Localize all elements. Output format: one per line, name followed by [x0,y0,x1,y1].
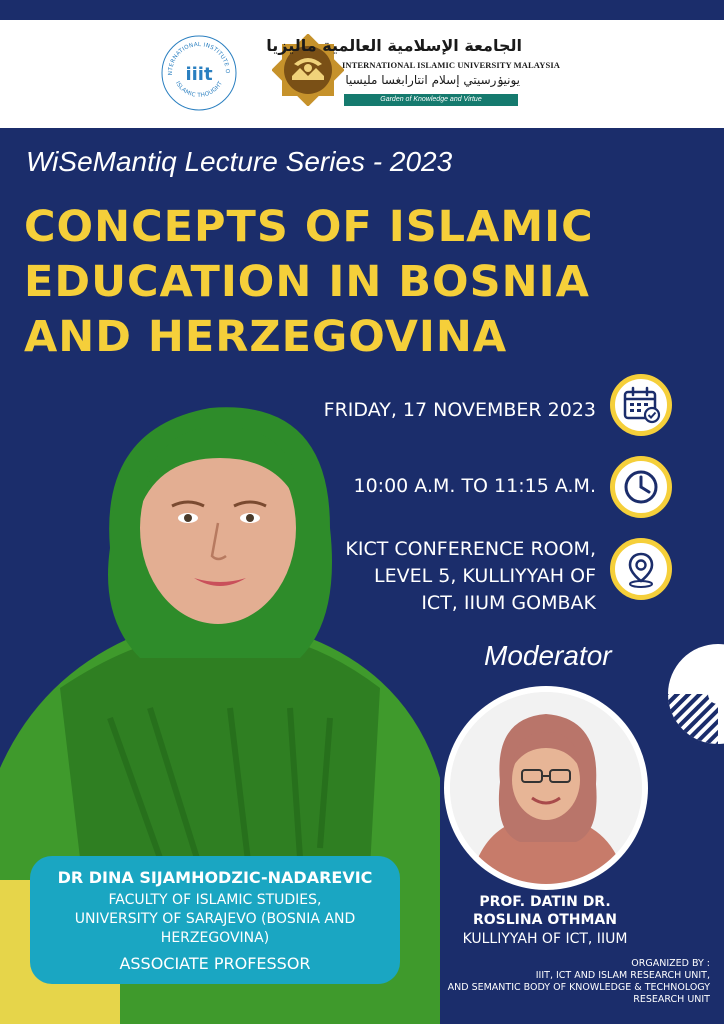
organizer-line: RESEARCH UNIT [633,994,710,1005]
venue-line: ICT, IIUM GOMBAK [421,592,596,614]
lecture-title-line: AND HERZEGOVINA [24,312,508,362]
iium-arabic-name: الجامعة الإسلامية العالمية ماليزيا [266,36,522,55]
lecture-title [24,200,704,365]
speaker-affiliation-line: FACULTY OF ISLAMIC STUDIES, [108,892,322,908]
speaker-card [30,856,400,984]
event-date: FRIDAY, 17 NOVEMBER 2023 [323,399,596,421]
clock-icon [621,467,661,507]
location-icon-badge [610,538,672,600]
moderator-heading: Moderator [484,640,612,671]
venue-line: LEVEL 5, KULLIYYAH OF [374,565,596,587]
stripe-pattern-icon [668,644,724,744]
iium-arabic-motto: يونيۏرسيتي إسلام انتارابغسا مليسيا [345,73,520,87]
moderator-photo-frame [444,686,648,890]
moderator-affiliation: KULLIYYAH OF ICT, IIUM [462,931,628,947]
iiit-arc-top: NTERNATIONAL INSTITUTE O [167,41,231,76]
series-title: WiSeMantiq Lecture Series - 2023 [26,146,453,177]
decorative-circle [668,644,724,744]
lecture-title-line: CONCEPTS OF ISLAMIC [24,202,594,252]
moderator-name-line: PROF. DATIN DR. [479,894,611,910]
speaker-affiliation-line: UNIVERSITY OF SARAJEVO (BOSNIA AND [74,911,356,927]
speaker-name: DR DINA SIJAMHODZIC-NADAREVIC [57,868,373,887]
iium-tagline: Garden of Knowledge and Virtue [344,94,518,106]
speaker-position: ASSOCIATE PROFESSOR [119,954,311,973]
iiit-arc-bottom: ISLAMIC THOUGHT [173,80,224,99]
organizer-line: AND SEMANTIC BODY OF KNOWLEDGE & TECHNOLOGY [447,982,710,993]
header-logo-bar [0,20,724,128]
iiit-mark: iiit [185,64,213,85]
moderator-photo [450,692,642,884]
lecture-title-line: EDUCATION IN BOSNIA [24,257,590,307]
event-time: 10:00 A.M. TO 11:15 A.M. [353,475,596,497]
organizer-line: ORGANIZED BY : [631,958,710,969]
organizer-line: IIIT, ICT AND ISLAM RESEARCH UNIT, [535,970,710,981]
iium-english-name: INTERNATIONAL ISLAMIC UNIVERSITY MALAYSIA [342,60,560,70]
moderator-name-line: ROSLINA OTHMAN [473,912,617,928]
location-pin-icon [621,549,661,589]
calendar-icon-badge [610,374,672,436]
calendar-icon [621,385,661,425]
iiit-logo [160,34,238,112]
organizer-block [448,958,710,1006]
speaker-affiliation-line: HERZEGOVINA) [160,930,270,946]
venue-line: KICT CONFERENCE ROOM, [345,538,596,560]
clock-icon-badge [610,456,672,518]
moderator-portrait-icon [450,692,642,884]
iium-logo [266,30,560,120]
